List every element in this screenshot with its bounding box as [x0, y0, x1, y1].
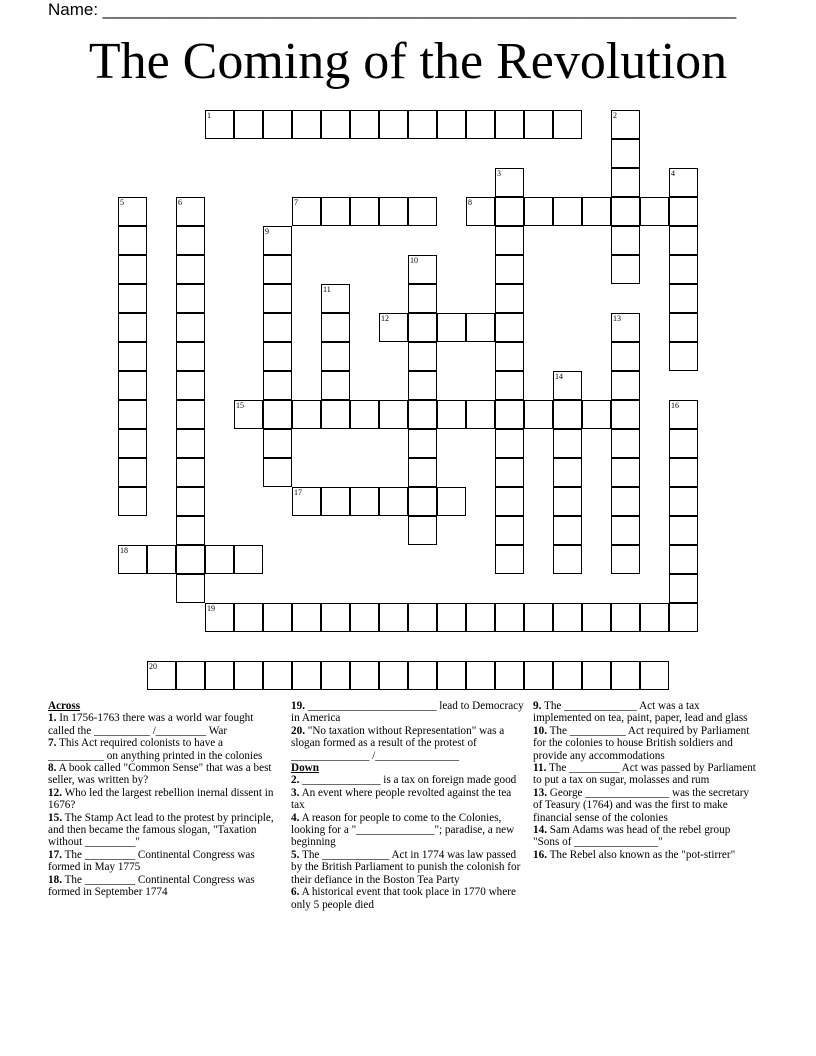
grid-cell[interactable] — [350, 197, 379, 226]
grid-cell[interactable] — [611, 110, 640, 139]
clue-number-label: 8. — [48, 762, 57, 775]
grid-cell[interactable] — [205, 545, 234, 574]
clue-number-label: 18. — [48, 873, 62, 886]
grid-cell[interactable] — [234, 110, 263, 139]
grid-cell[interactable] — [466, 400, 495, 429]
grid-cell[interactable] — [669, 226, 698, 255]
clue-item — [291, 849, 526, 886]
clue-number: 6 — [178, 198, 182, 207]
clue-number-label: 5. — [291, 848, 300, 861]
clue-number-label: 3. — [291, 786, 300, 799]
grid-cell[interactable] — [176, 400, 205, 429]
grid-cell[interactable] — [669, 400, 698, 429]
clue-number-label: 7. — [48, 737, 57, 750]
grid-cell[interactable] — [640, 661, 669, 690]
clue-text: Who led the largest rebellion inernal dissent in 1676? — [48, 786, 274, 812]
grid-cell[interactable] — [669, 197, 698, 226]
grid-cell[interactable] — [524, 603, 553, 632]
clue-number: 19 — [207, 604, 215, 613]
grid-cell[interactable] — [611, 371, 640, 400]
clue-text: The ____________ Act in 1774 was law passed by the British Parliament to punish the colonish for their defiance in the Boston Tea Party — [291, 848, 521, 886]
clue-item — [48, 787, 278, 812]
grid-cell[interactable] — [553, 487, 582, 516]
grid-cell[interactable] — [611, 545, 640, 574]
clue-number-label: 14. — [533, 824, 547, 837]
grid-cell[interactable] — [176, 226, 205, 255]
grid-cell[interactable] — [263, 255, 292, 284]
grid-cell[interactable] — [118, 226, 147, 255]
grid-cell[interactable] — [379, 110, 408, 139]
grid-cell[interactable] — [495, 110, 524, 139]
grid-cell[interactable] — [263, 313, 292, 342]
clue-number: 13 — [613, 314, 621, 323]
grid-cell[interactable] — [176, 197, 205, 226]
grid-cell[interactable] — [495, 487, 524, 516]
clue-number: 20 — [149, 662, 157, 671]
grid-cell[interactable] — [669, 516, 698, 545]
grid-cell[interactable] — [176, 284, 205, 313]
clue-text: In 1756-1763 there was a world war fought called the __________ /_________ War — [48, 712, 254, 737]
clue-text: The Rebel also known as the "pot-stirrer" — [546, 848, 736, 861]
grid-cell[interactable] — [118, 313, 147, 342]
grid-cell[interactable] — [292, 603, 321, 632]
grid-cell[interactable] — [176, 545, 205, 574]
clue-text: The _________ Act was passed by Parliament to put a tax on sugar, molasses and rum — [533, 762, 756, 787]
grid-cell[interactable] — [379, 661, 408, 690]
grid-cell[interactable] — [350, 661, 379, 690]
clue-item — [48, 712, 278, 737]
grid-cell[interactable] — [669, 429, 698, 458]
grid-cell[interactable] — [553, 371, 582, 400]
grid-cell[interactable] — [118, 429, 147, 458]
grid-cell[interactable] — [263, 342, 292, 371]
grid-cell[interactable] — [118, 487, 147, 516]
grid-cell[interactable] — [582, 197, 611, 226]
clue-item — [291, 812, 526, 849]
grid-cell[interactable] — [176, 371, 205, 400]
clue-item — [291, 700, 526, 725]
grid-cell[interactable] — [176, 487, 205, 516]
grid-cell[interactable] — [292, 487, 321, 516]
grid-cell[interactable] — [408, 400, 437, 429]
grid-cell[interactable] — [205, 110, 234, 139]
clue-number: 5 — [120, 198, 124, 207]
clue-text: A historical event that took place in 1770 where only 5 people died — [291, 886, 516, 911]
grid-cell[interactable] — [408, 603, 437, 632]
grid-cell[interactable] — [611, 661, 640, 690]
grid-cell[interactable] — [495, 313, 524, 342]
clue-item — [533, 824, 758, 849]
grid-cell[interactable] — [524, 110, 553, 139]
clue-number-label: 9. — [533, 700, 542, 712]
clue-number-label: 4. — [291, 811, 300, 824]
clue-number-label: 6. — [291, 886, 300, 899]
grid-cell[interactable] — [437, 603, 466, 632]
grid-cell[interactable] — [176, 574, 205, 603]
clue-item — [48, 874, 278, 899]
grid-cell[interactable] — [495, 603, 524, 632]
clue-item — [48, 849, 278, 874]
clue-text: _______________________ lead to Democracy in America — [291, 700, 524, 725]
grid-cell[interactable] — [495, 429, 524, 458]
grid-cell[interactable] — [611, 255, 640, 284]
clue-text: A book called "Common Sense" that was a best seller, was written by? — [48, 762, 272, 787]
grid-cell[interactable] — [408, 371, 437, 400]
clue-text: The Stamp Act lead to the protest by principle, and then became the famous slogan, "Taxation without _________" — [48, 811, 274, 849]
grid-cell[interactable] — [234, 603, 263, 632]
grid-cell[interactable] — [379, 313, 408, 342]
grid-cell[interactable] — [176, 458, 205, 487]
clue-item — [48, 737, 278, 762]
clue-number-label: 12. — [48, 786, 62, 799]
grid-cell[interactable] — [669, 313, 698, 342]
grid-cell[interactable] — [176, 516, 205, 545]
grid-cell[interactable] — [611, 313, 640, 342]
clue-number: 10 — [410, 256, 418, 265]
grid-cell[interactable] — [408, 284, 437, 313]
clue-text: George _______________ was the secretary of Teasury (1764) and was the first to make financial sense of the colonies — [533, 786, 750, 824]
grid-cell[interactable] — [234, 545, 263, 574]
grid-cell[interactable] — [205, 661, 234, 690]
clue-text: "No taxation without Representation" was a slogan formed as a result of the protest of ______________ /_______________ — [291, 724, 505, 762]
grid-cell[interactable] — [292, 110, 321, 139]
grid-cell[interactable] — [611, 226, 640, 255]
grid-cell[interactable] — [611, 516, 640, 545]
grid-cell[interactable] — [495, 255, 524, 284]
grid-cell[interactable] — [321, 603, 350, 632]
clue-number-label: 15. — [48, 811, 62, 824]
grid-cell[interactable] — [292, 197, 321, 226]
grid-cell[interactable] — [466, 197, 495, 226]
grid-cell[interactable] — [669, 342, 698, 371]
grid-cell[interactable] — [176, 313, 205, 342]
grid-cell[interactable] — [205, 603, 234, 632]
grid-cell[interactable] — [495, 342, 524, 371]
clue-text: ______________ is a tax on foreign made good — [299, 774, 517, 787]
grid-cell[interactable] — [466, 603, 495, 632]
grid-cell[interactable] — [118, 400, 147, 429]
grid-cell[interactable] — [263, 284, 292, 313]
grid-cell[interactable] — [553, 661, 582, 690]
clue-item — [533, 700, 758, 725]
down-clue-list-cont — [533, 700, 758, 861]
grid-cell[interactable] — [292, 661, 321, 690]
clue-text: The _________ Continental Congress was formed in May 1775 — [48, 848, 255, 874]
grid-cell[interactable] — [321, 284, 350, 313]
clue-number-label: 13. — [533, 786, 547, 799]
grid-cell[interactable] — [640, 603, 669, 632]
grid-cell[interactable] — [321, 342, 350, 371]
clue-item — [291, 787, 526, 812]
grid-cell[interactable] — [176, 255, 205, 284]
grid-cell[interactable] — [437, 313, 466, 342]
grid-cell[interactable] — [611, 603, 640, 632]
grid-cell[interactable] — [524, 661, 553, 690]
grid-cell[interactable] — [495, 400, 524, 429]
grid-cell[interactable] — [669, 168, 698, 197]
grid-cell[interactable] — [611, 458, 640, 487]
grid-cell[interactable] — [118, 342, 147, 371]
grid-cell[interactable] — [118, 255, 147, 284]
clue-text: Sam Adams was head of the rebel group "Sons of _______________" — [533, 824, 731, 849]
clue-number: 7 — [294, 198, 298, 207]
grid-cell[interactable] — [553, 400, 582, 429]
grid-cell[interactable] — [350, 400, 379, 429]
clue-item — [533, 762, 758, 787]
clue-number: 8 — [468, 198, 472, 207]
grid-cell[interactable] — [582, 400, 611, 429]
grid-cell[interactable] — [263, 371, 292, 400]
grid-cell[interactable] — [669, 545, 698, 574]
clue-item — [533, 849, 758, 861]
grid-cell[interactable] — [263, 603, 292, 632]
grid-cell[interactable] — [611, 400, 640, 429]
clue-number-label: 17. — [48, 848, 62, 861]
grid-cell[interactable] — [495, 197, 524, 226]
clue-item — [48, 762, 278, 787]
grid-cell[interactable] — [408, 255, 437, 284]
grid-cell[interactable] — [408, 197, 437, 226]
grid-cell[interactable] — [669, 284, 698, 313]
grid-cell[interactable] — [669, 487, 698, 516]
grid-cell[interactable] — [437, 400, 466, 429]
across-clue-list-cont — [291, 700, 526, 762]
grid-cell[interactable] — [263, 110, 292, 139]
page-title: The Coming of the Revolution — [88, 33, 728, 90]
clue-text: The __________ Act required by Parliament for the colonies to house British soldiers and provide any accommodations — [533, 724, 750, 762]
clue-item — [291, 886, 526, 911]
grid-cell[interactable] — [611, 342, 640, 371]
grid-cell[interactable] — [553, 545, 582, 574]
grid-cell[interactable] — [379, 400, 408, 429]
grid-cell[interactable] — [611, 429, 640, 458]
grid-cell[interactable] — [408, 458, 437, 487]
clue-number-label: 1. — [48, 712, 57, 725]
clue-column-1 — [48, 700, 278, 899]
grid-cell[interactable] — [263, 226, 292, 255]
grid-cell[interactable] — [263, 429, 292, 458]
grid-cell[interactable] — [176, 661, 205, 690]
grid-cell[interactable] — [379, 487, 408, 516]
grid-cell[interactable] — [495, 516, 524, 545]
grid-cell[interactable] — [118, 197, 147, 226]
clue-item — [533, 787, 758, 824]
clue-number: 14 — [555, 372, 563, 381]
grid-cell[interactable] — [611, 168, 640, 197]
grid-cell[interactable] — [379, 197, 408, 226]
grid-cell[interactable] — [669, 603, 698, 632]
clue-number-label: 2. — [291, 774, 300, 787]
grid-cell[interactable] — [321, 400, 350, 429]
grid-cell[interactable] — [350, 110, 379, 139]
clue-item — [291, 725, 526, 762]
clue-number: 9 — [265, 227, 269, 236]
clue-number: 12 — [381, 314, 389, 323]
grid-cell[interactable] — [466, 661, 495, 690]
grid-cell[interactable] — [408, 516, 437, 545]
clue-text: The _________ Continental Congress was formed in September 1774 — [48, 873, 255, 899]
clue-number-label: 16. — [533, 848, 547, 861]
grid-cell[interactable] — [408, 342, 437, 371]
grid-cell[interactable] — [350, 603, 379, 632]
grid-cell[interactable] — [118, 545, 147, 574]
grid-cell[interactable] — [408, 487, 437, 516]
grid-cell[interactable] — [437, 487, 466, 516]
clue-number-label: 10. — [533, 724, 547, 737]
clue-text: An event where people revolted against the tea tax — [291, 786, 512, 812]
grid-cell[interactable] — [292, 400, 321, 429]
grid-cell[interactable] — [408, 313, 437, 342]
grid-cell[interactable] — [466, 110, 495, 139]
grid-cell[interactable] — [495, 545, 524, 574]
clue-text: A reason for people to come to the Colonies, looking for a "______________"; paradise, a new beginning — [291, 811, 515, 849]
clue-number-label: 11. — [533, 762, 547, 775]
clue-text: This Act required colonists to have a __________ on anything printed in the colonies — [48, 737, 263, 762]
grid-cell[interactable] — [553, 516, 582, 545]
clue-text: The _____________ Act was a tax implemented on tea, paint, paper, lead and glass — [533, 700, 748, 725]
grid-cell[interactable] — [118, 284, 147, 313]
grid-cell[interactable] — [466, 313, 495, 342]
grid-cell[interactable] — [350, 487, 379, 516]
grid-cell[interactable] — [408, 110, 437, 139]
clue-number: 4 — [671, 169, 675, 178]
grid-cell[interactable] — [553, 603, 582, 632]
grid-cell[interactable] — [321, 197, 350, 226]
grid-cell[interactable] — [582, 661, 611, 690]
grid-cell[interactable] — [437, 661, 466, 690]
clue-number: 1 — [207, 111, 211, 120]
clue-number: 11 — [323, 285, 331, 294]
across-clue-list — [48, 712, 278, 898]
grid-cell[interactable] — [176, 429, 205, 458]
grid-cell[interactable] — [321, 313, 350, 342]
grid-cell[interactable] — [611, 139, 640, 168]
grid-cell[interactable] — [495, 458, 524, 487]
clue-number: 2 — [613, 111, 617, 120]
grid-cell[interactable] — [321, 487, 350, 516]
grid-cell[interactable] — [669, 255, 698, 284]
grid-cell[interactable] — [118, 371, 147, 400]
clue-number-label: 19. — [291, 700, 305, 712]
grid-cell[interactable] — [379, 603, 408, 632]
grid-cell[interactable] — [495, 226, 524, 255]
name-field[interactable]: Name: ___________________________________________________________________ — [48, 0, 737, 19]
clue-number: 17 — [294, 488, 302, 497]
clue-number: 16 — [671, 401, 679, 410]
clue-item — [48, 812, 278, 849]
grid-cell[interactable] — [234, 400, 263, 429]
grid-cell[interactable] — [495, 661, 524, 690]
grid-cell[interactable] — [437, 110, 466, 139]
grid-cell[interactable] — [495, 284, 524, 313]
grid-cell[interactable] — [669, 574, 698, 603]
grid-cell[interactable] — [553, 458, 582, 487]
grid-cell[interactable] — [321, 110, 350, 139]
grid-cell[interactable] — [234, 661, 263, 690]
grid-cell[interactable] — [495, 168, 524, 197]
clue-column-3 — [533, 700, 758, 861]
grid-cell[interactable] — [553, 429, 582, 458]
clue-number: 15 — [236, 401, 244, 410]
grid-cell[interactable] — [408, 661, 437, 690]
grid-cell[interactable] — [176, 342, 205, 371]
down-heading: Down — [291, 762, 319, 775]
clue-number: 3 — [497, 169, 501, 178]
grid-cell[interactable] — [611, 197, 640, 226]
across-heading: Across — [48, 700, 81, 712]
grid-cell[interactable] — [640, 197, 669, 226]
grid-cell[interactable] — [553, 197, 582, 226]
down-clue-list — [291, 774, 526, 910]
clue-number-label: 20. — [291, 724, 305, 737]
clue-item — [291, 774, 526, 786]
grid-cell[interactable] — [321, 371, 350, 400]
grid-cell[interactable] — [524, 400, 553, 429]
grid-cell[interactable] — [147, 661, 176, 690]
clue-number: 18 — [120, 546, 128, 555]
grid-cell[interactable] — [263, 661, 292, 690]
grid-cell[interactable] — [553, 110, 582, 139]
grid-cell[interactable] — [524, 197, 553, 226]
grid-cell[interactable] — [495, 371, 524, 400]
grid-cell[interactable] — [118, 458, 147, 487]
grid-cell[interactable] — [611, 487, 640, 516]
grid-cell[interactable] — [321, 661, 350, 690]
grid-cell[interactable] — [263, 458, 292, 487]
grid-cell[interactable] — [263, 400, 292, 429]
grid-cell[interactable] — [147, 545, 176, 574]
grid-cell[interactable] — [669, 458, 698, 487]
clue-column-2 — [291, 700, 526, 911]
clue-item — [533, 725, 758, 762]
grid-cell[interactable] — [582, 603, 611, 632]
grid-cell[interactable] — [408, 429, 437, 458]
